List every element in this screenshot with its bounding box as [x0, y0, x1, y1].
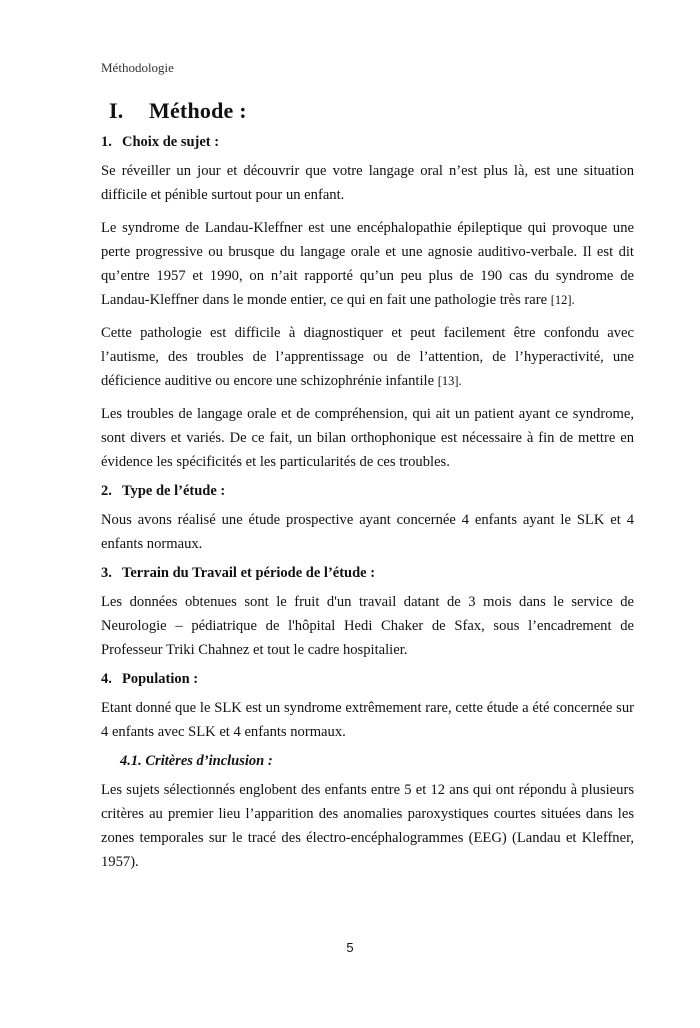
- paragraph: Nous avons réalisé une étude prospective ayant concernée 4 enfants ayant le SLK et 4 enfants normaux.: [101, 512, 634, 552]
- paragraph: [101, 321, 634, 393]
- section-heading: [101, 98, 634, 124]
- subsection-number: 2.: [101, 483, 112, 499]
- paragraph: Les sujets sélectionnés englobent des enfants entre 5 et 12 ans qui ont répondu à plusieurs critères au premier lieu l’apparition des anomalies paroxystiques courtes situées dans les zones temporales sur le tracé des électro-encéphalogrammes (EEG) (Landau et Kleffner, 1957).: [101, 782, 634, 870]
- subsection-number: 4.: [101, 671, 112, 687]
- subsection-number: 1.: [101, 134, 112, 150]
- paragraph: Les troubles de langage orale et de compréhension, qui ait un patient ayant ce syndrome, sont divers et variés. De ce fait, un bilan orthophonique est nécessaire à fin de mettre en évidence les spécificités et les particularités de ces troubles.: [101, 406, 634, 470]
- paragraph-text: Cette pathologie est difficile à diagnostiquer et peut facilement être confondu avec l’autisme, des troubles de l’apprentissage ou de l’attention, de l’hyperactivité, une déficience auditive ou encore une schizophrénie infantile: [101, 325, 634, 389]
- subsection-number: 3.: [101, 565, 112, 581]
- subsection-title: Type de l’étude :: [122, 483, 226, 499]
- subsection-heading-terrain: [101, 565, 634, 582]
- subsubsection-heading-criteres: 4.1. Critères d’inclusion :: [120, 753, 273, 769]
- paragraph: Les données obtenues sont le fruit d'un travail datant de 3 mois dans le service de Neurologie – pédiatrique de l'hôpital Hedi Chaker de Sfax, sous l’encadrement de Professeur Triki Chahnez et tout le cadre hospitalier.: [101, 594, 634, 658]
- citation: [12].: [550, 293, 575, 307]
- running-header: Méthodologie: [101, 60, 174, 75]
- citation: [13].: [437, 374, 462, 388]
- subsection-heading-type: [101, 483, 634, 500]
- subsection-title: Population :: [122, 671, 199, 687]
- subsection-heading-choix: [101, 134, 634, 151]
- page-number: 5: [346, 940, 354, 955]
- page-content: [101, 98, 634, 874]
- subsection-heading-population: [101, 671, 634, 688]
- subsection-title: Choix de sujet :: [122, 134, 220, 150]
- subsection-title: Terrain du Travail et période de l’étude :: [122, 565, 376, 581]
- paragraph: Etant donné que le SLK est un syndrome extrêmement rare, cette étude a été concernée sur 4 enfants avec SLK et 4 enfants normaux.: [101, 700, 634, 740]
- section-title: Méthode :: [149, 98, 247, 123]
- paragraph-text: Le syndrome de Landau-Kleffner est une encéphalopathie épileptique qui provoque une perte progressive ou brusque du langage orale et une agnosie auditivo-verbale. Il est dit qu’entre 1957 et 1990, on n’ait rapporté qu’un peu plus de 190 cas du syndrome de Landau-Kleffner dans le monde entier, ce qui en fait une pathologie très rare: [101, 220, 634, 308]
- paragraph: [101, 216, 634, 312]
- paragraph: Se réveiller un jour et découvrir que votre langage oral n’est plus là, est une situation difficile et pénible surtout pour un enfant.: [101, 163, 634, 203]
- section-number: I.: [109, 98, 124, 123]
